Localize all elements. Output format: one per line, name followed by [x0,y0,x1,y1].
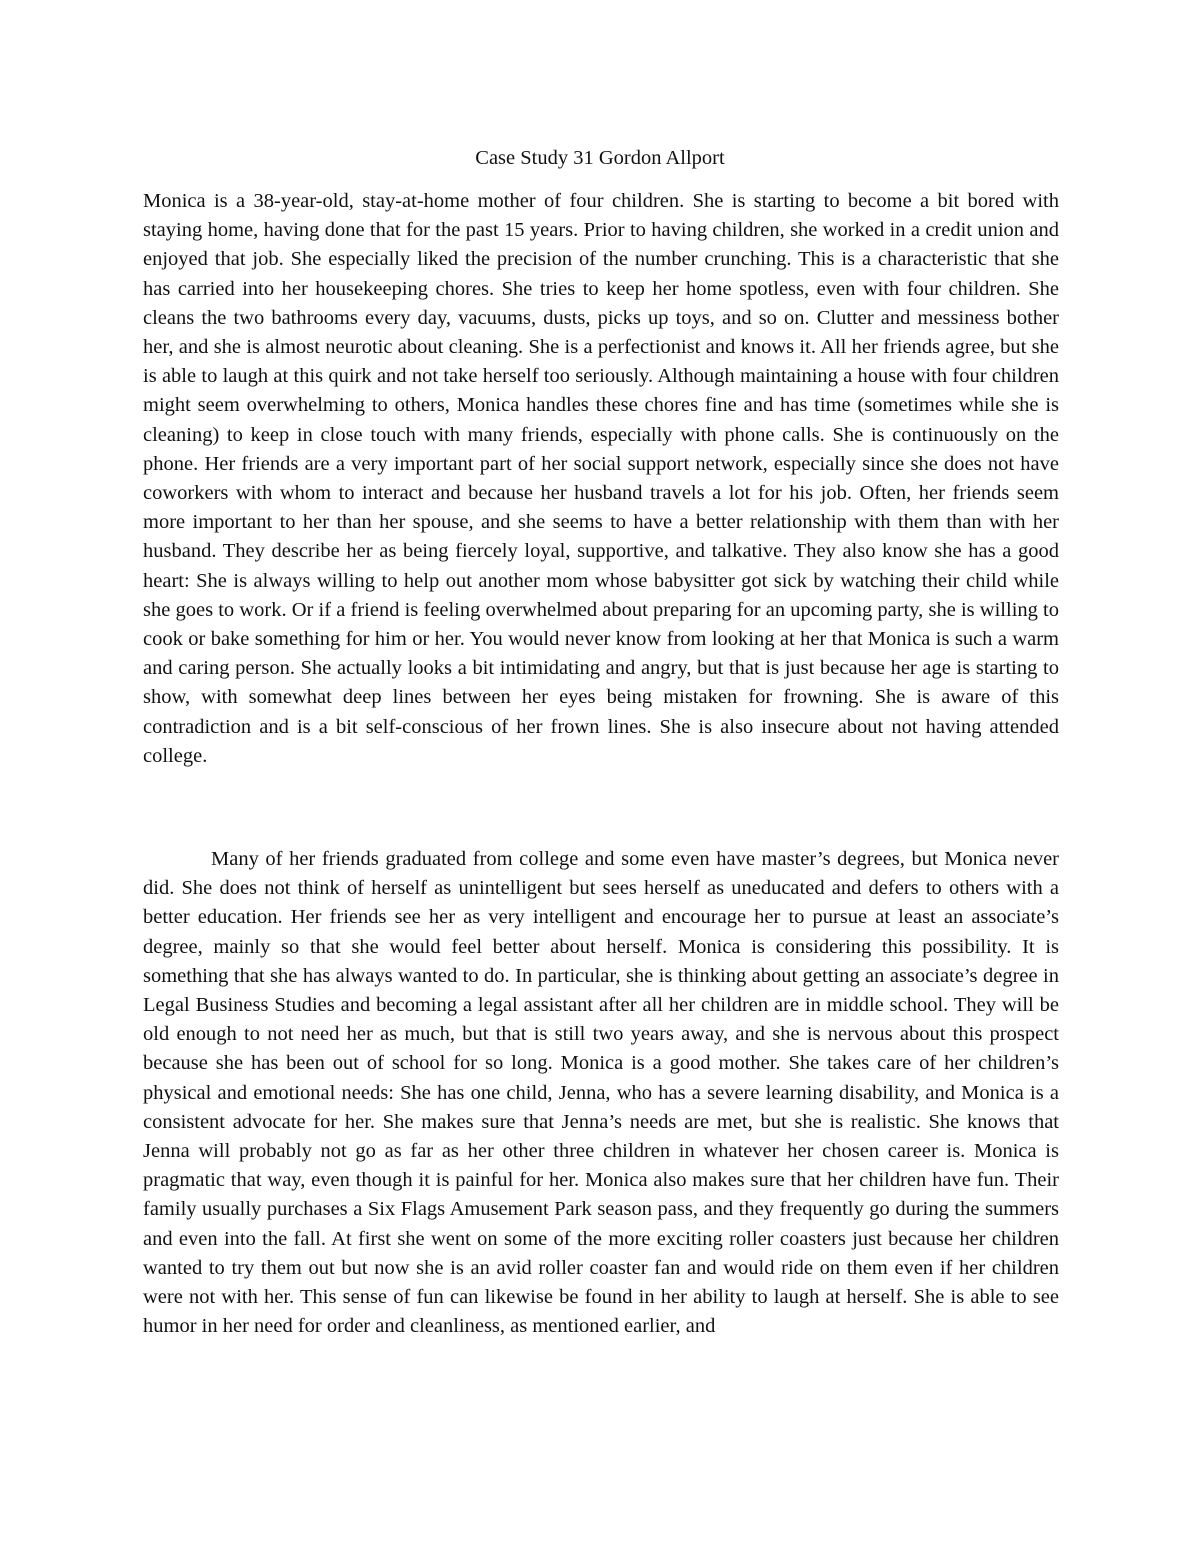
body-paragraph-2: Many of her friends graduated from college and some even have master’s degrees, but Monica never did. She does not think of herself as unintelligent but sees herself as uneducated and defers to others with a better education. Her friends see her as very intelligent and encourage her to pursue at least an associate’s degree, mainly so that she would feel better about herself. Monica is considering this possibility. It is something that she has always wanted to do. In particular, she is thinking about getting an associate’s degree in Legal Business Studies and becoming a legal assistant after all her children are in middle school. They will be old enough to not need her as much, but that is still two years away, and she is nervous about this prospect because she has been out of school for so long. Monica is a good mother. She takes care of her children’s physical and emotional needs: She has one child, Jenna, who has a severe learning disability, and Monica is a consistent advocate for her. She makes sure that Jenna’s needs are met, but she is realistic. She knows that Jenna will probably not go as far as her other three children in whatever her chosen career is. Monica is pragmatic that way, even though it is painful for her. Monica also makes sure that her children have fun. Their family usually purchases a Six Flags Amusement Park season pass, and they frequently go during the summers and even into the fall. At first she went on some of the more exciting roller coasters just because her children wanted to try them out but now she is an avid roller coaster fan and would ride on them even if her children were not with her. This sense of fun can likewise be found in her ability to laugh at herself. She is able to see humor in her need for order and cleanliness, as mentioned earlier, and [143,848,1059,1338]
document-title: Case Study 31 Gordon Allport [475,147,725,169]
body-paragraph-1: Monica is a 38-year-old, stay-at-home mother of four children. She is starting to become a bit bored with staying home, having done that for the past 15 years. Prior to having children, she worked in a credit union and enjoyed that job. She especially liked the precision of the number crunching. This is a characteristic that she has carried into her housekeeping chores. She tries to keep her home spotless, even with four children. She cleans the two bathrooms every day, vacuums, dusts, picks up toys, and so on. Clutter and messiness bother her, and she is almost neurotic about cleaning. She is a perfectionist and knows it. All her friends agree, but she is able to laugh at this quirk and not take herself too seriously. Although maintaining a house with four children might seem overwhelming to others, Monica handles these chores fine and has time (sometimes while she is cleaning) to keep in close touch with many friends, especially with phone calls. She is continuously on the phone. Her friends are a very important part of her social support network, especially since she does not have coworkers with whom to interact and because her husband travels a lot for his job. Often, her friends seem more important to her than her spouse, and she seems to have a better relationship with them than with her husband. They describe her as being fiercely loyal, supportive, and talkative. They also know she has a good heart: She is always willing to help out another mom whose babysitter got sick by watching their child while she goes to work. Or if a friend is feeling overwhelmed about preparing for an upcoming party, she is willing to cook or bake something for him or her. You would never know from looking at her that Monica is such a warm and caring person. She actually looks a bit intimidating and angry, but that is just because her age is starting to show, with somewhat deep lines between her eyes being mistaken for frowning. She is aware of this contradiction and is a bit self-conscious of her frown lines. She is also insecure about not having attended college. [143,190,1059,767]
